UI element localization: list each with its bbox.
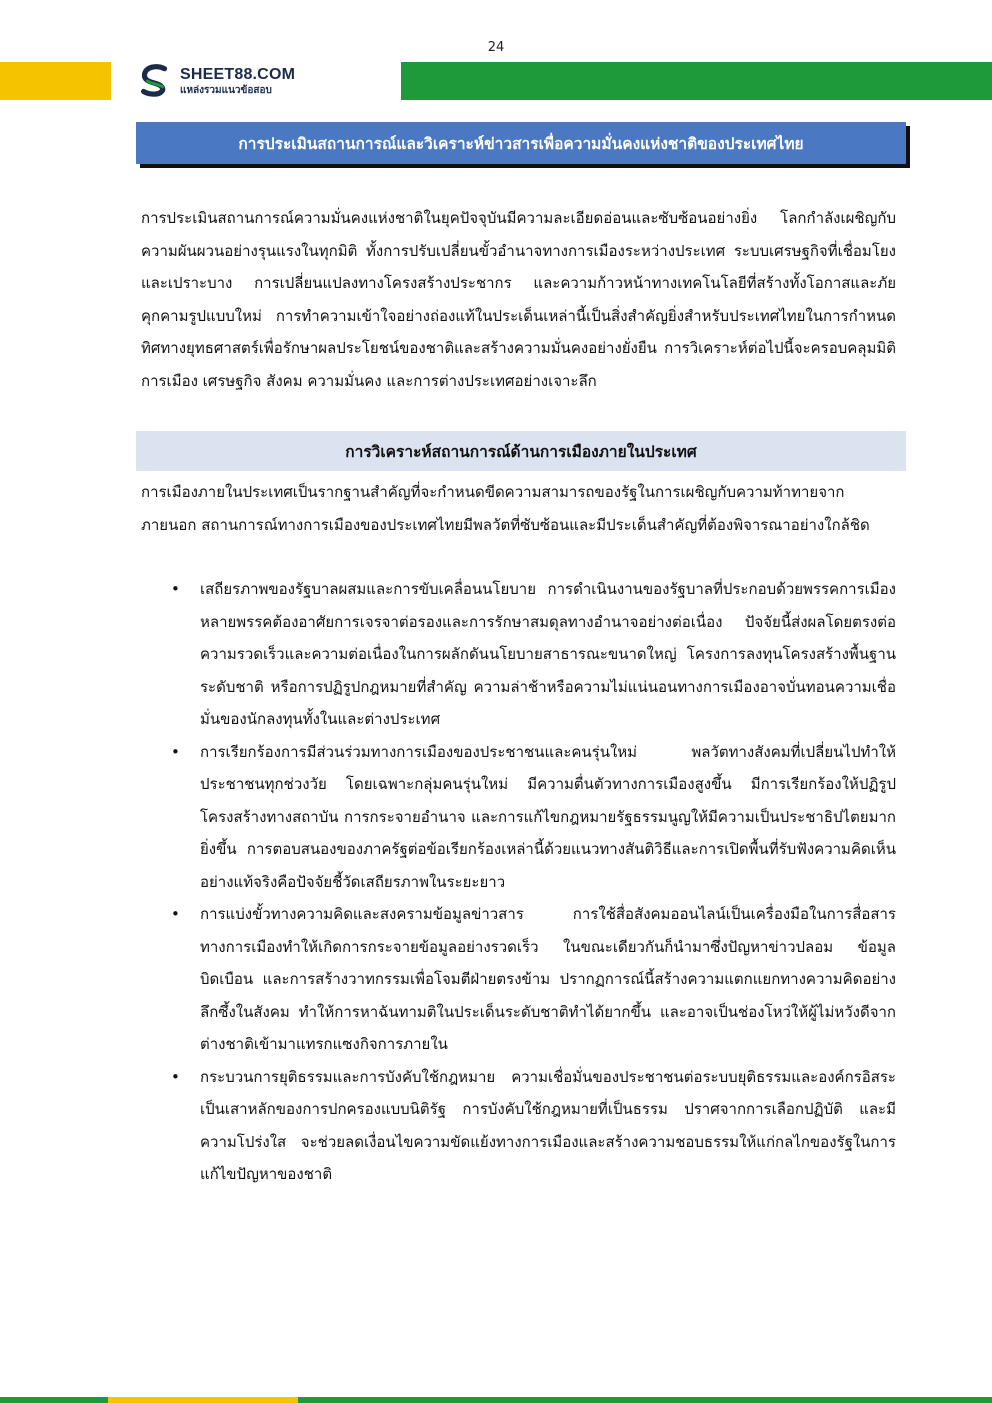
bullet-icon: • xyxy=(171,580,180,598)
page-title: การประเมินสถานการณ์และวิเคราะห์ข่าวสารเพื่อความมั่นคงแห่งชาติของประเทศไทย xyxy=(136,122,906,164)
list-item xyxy=(141,736,896,899)
header-band-green xyxy=(401,62,992,100)
s-monogram-icon xyxy=(136,62,174,100)
list-item-text: การแบ่งขั้วทางความคิดและสงครามข้อมูลข่าวสาร การใช้สื่อสังคมออนไลน์เป็นเครื่องมือในการสื่อสารทางการเมืองทำให้เกิดการกระจายข้อมูลอย่างรวดเร็ว ในขณะเดียวกันก็นำมาซึ่งปัญหาข่าวปลอม ข้อมูลบิดเบือน และการสร้างวาทกรรมเพื่อโจมตีฝ่ายตรงข้าม ปรากฏการณ์นี้สร้างความแตกแยกทางความคิดอย่างลึกซึ้งในสังคม ทำให้การหาฉันทามติในประเด็นระดับชาติทำได้ยากขึ้น และอาจเป็นช่องโหว่ให้ผู้ไม่หวังดีจากต่างชาติเข้ามาแทรกแซงกิจการภายใน xyxy=(200,905,896,1053)
header-band-yellow xyxy=(0,62,111,100)
list-item xyxy=(141,1061,896,1191)
bullet-icon: • xyxy=(171,1067,180,1086)
intro-paragraph: การประเมินสถานการณ์ความมั่นคงแห่งชาติในยุคปัจจุบันมีความละเอียดอ่อนและซับซ้อนอย่างยิ่ง โลกกำลังเผชิญกับความผันผวนอย่างรุนแรงในทุกมิติ ทั้งการปรับเปลี่ยนขั้วอำนาจทางการเมืองระหว่างประเทศ ระบบเศรษฐกิจที่เชื่อมโยงและเปราะบาง การเปลี่ยนแปลงทางโครงสร้างประชากร และความก้าวหน้าทางเทคโนโลยีที่สร้างทั้งโอกาสและภัยคุกคามรูปแบบใหม่ การทำความเข้าใจอย่างถ่องแท้ในประเด็นเหล่านี้เป็นสิ่งสำคัญยิ่งสำหรับประเทศไทยในการกำหนดทิศทางยุทธศาสตร์เพื่อรักษาผลประโยชน์ของชาติและสร้างความมั่นคงอย่างยั่งยืน การวิเคราะห์ต่อไปนี้จะครอบคลุมมิติการเมือง เศรษฐกิจ สังคม ความมั่นคง และการต่างประเทศอย่างเจาะลึก xyxy=(141,209,896,390)
brand-name: SHEET88.COM xyxy=(180,65,296,83)
site-logo[interactable] xyxy=(136,62,295,100)
brand-tagline: แหล่งรวมแนวข้อสอบ xyxy=(180,84,272,96)
bullet-icon: • xyxy=(171,742,180,761)
list-item-text: เสถียรภาพของรัฐบาลผสมและการขับเคลื่อนนโยบาย การดำเนินงานของรัฐบาลที่ประกอบด้วยพรรคการเมืองหลายพรรคต้องอาศัยการเจรจาต่อรองและการรักษาสมดุลทางอำนาจอย่างต่อเนื่อง ปัจจัยนี้ส่งผลโดยตรงต่อความรวดเร็วและความต่อเนื่องในการผลักดันนโยบายสาธารณะขนาดใหญ่ โครงการลงทุนโครงสร้างพื้นฐานระดับชาติ หรือการปฏิรูปกฎหมายที่สำคัญ ความล่าช้าหรือความไม่แน่นอนทางการเมืองอาจบั่นทอนความเชื่อมั่นของนักลงทุนทั้งในและต่างประเทศ xyxy=(200,580,896,728)
list-item-text: การเรียกร้องการมีส่วนร่วมทางการเมืองของประชาชนและคนรุ่นใหม่ พลวัตทางสังคมที่เปลี่ยนไปทำให้ประชาชนทุกช่วงวัย โดยเฉพาะกลุ่มคนรุ่นใหม่ มีความตื่นตัวทางการเมืองสูงขึ้น มีการเรียกร้องให้ปฏิรูปโครงสร้างทางสถาบัน การกระจายอำนาจ และการแก้ไขกฎหมายรัฐธรรมนูญให้มีความเป็นประชาธิปไตยมากยิ่งขึ้น การตอบสนองของภาครัฐต่อข้อเรียกร้องเหล่านี้ด้วยแนวทางสันติวิธีและการเปิดพื้นที่รับฟังความคิดเห็นอย่างแท้จริงคือปัจจัยชี้วัดเสถียรภาพในระยะยาว xyxy=(200,742,896,891)
title-banner xyxy=(136,122,906,166)
section-intro-paragraph: การเมืองภายในประเทศเป็นรากฐานสำคัญที่จะกำหนดขีดความสามารถของรัฐในการเผชิญกับความท้าทายจากภายนอก สถานการณ์ทางการเมืองของประเทศไทยมีพลวัตที่ซับซ้อนและมีประเด็นสำคัญที่ต้องพิจารณาอย่างใกล้ชิด xyxy=(141,483,870,534)
list-item xyxy=(141,898,896,1061)
list-item-text: กระบวนการยุติธรรมและการบังคับใช้กฎหมาย ความเชื่อมั่นของประชาชนต่อระบบยุติธรรมและองค์กรอิสระเป็นเสาหลักของการปกครองแบบนิติรัฐ การบังคับใช้กฎหมายที่เป็นธรรม ปราศจากการเลือกปฏิบัติ และมีความโปร่งใส จะช่วยลดเงื่อนไขความขัดแย้งทางการเมืองและสร้างความชอบธรรมให้แก่กลไกของรัฐในการแก้ไขปัญหาของชาติ xyxy=(200,1067,896,1183)
footer-band-yellow xyxy=(108,1397,298,1403)
bullet-list xyxy=(141,573,896,1191)
list-item xyxy=(141,573,896,736)
page-number: 24 xyxy=(487,40,505,55)
section-heading: การวิเคราะห์สถานการณ์ด้านการเมืองภายในประเทศ xyxy=(136,431,906,471)
bullet-icon: • xyxy=(171,905,180,923)
